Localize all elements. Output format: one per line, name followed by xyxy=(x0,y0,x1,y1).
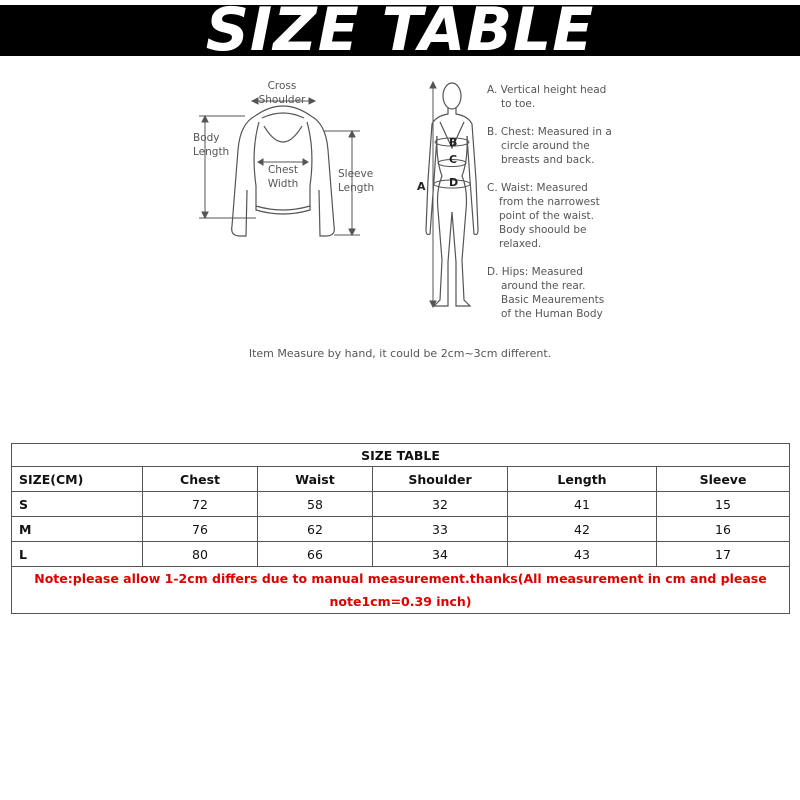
size-cell: L xyxy=(12,542,143,567)
header-chest: Chest xyxy=(143,467,258,492)
header-shoulder: Shoulder xyxy=(373,467,508,492)
body-letter-a: A xyxy=(417,180,426,193)
header-waist: Waist xyxy=(258,467,373,492)
sleeve-cell: 16 xyxy=(657,517,790,542)
size-table xyxy=(11,443,790,614)
length-cell: 41 xyxy=(508,492,657,517)
chest-cell: 80 xyxy=(143,542,258,567)
waist-cell: 66 xyxy=(258,542,373,567)
chest-width-label: Chest Width xyxy=(267,164,299,190)
body-letter-b: B xyxy=(449,136,458,149)
note-b: B. Chest: Measured in a circle around the breasts and back. xyxy=(487,126,612,166)
header-sleeve: Sleeve xyxy=(657,467,790,492)
chest-cell: 72 xyxy=(143,492,258,517)
table-row xyxy=(12,492,790,517)
shoulder-cell: 34 xyxy=(373,542,508,567)
note-d: D. Hips: Measured around the rear. Basic Meaurements of the Human Body xyxy=(487,266,605,320)
size-cell: S xyxy=(12,492,143,517)
length-cell: 42 xyxy=(508,517,657,542)
table-row xyxy=(12,517,790,542)
table-title: SIZE TABLE xyxy=(12,444,790,467)
header-size: SIZE(CM) xyxy=(12,467,143,492)
length-cell: 43 xyxy=(508,542,657,567)
note-c: C. Waist: Measured from the narrowest point of the waist. Body shoould be relaxed. xyxy=(487,182,600,250)
body-letter-c: C xyxy=(449,153,458,166)
measurement-diagram xyxy=(0,0,800,340)
body-figure xyxy=(426,83,478,306)
table-header-row xyxy=(12,467,790,492)
waist-cell: 62 xyxy=(258,517,373,542)
waist-cell: 58 xyxy=(258,492,373,517)
shoulder-cell: 32 xyxy=(373,492,508,517)
banner-title: SIZE TABLE xyxy=(205,0,595,65)
sleeve-cell: 15 xyxy=(657,492,790,517)
cross-shoulder-label: Cross Shoulder xyxy=(258,80,306,106)
chest-cell: 76 xyxy=(143,517,258,542)
table-note-row xyxy=(12,567,790,614)
sleeve-cell: 17 xyxy=(657,542,790,567)
measure-caption: Item Measure by hand, it could be 2cm~3cm different. xyxy=(248,347,552,360)
note-a: A. Vertical height head to toe. xyxy=(487,84,607,110)
sleeve-length-label: Sleeve Length xyxy=(338,168,375,194)
header-length: Length xyxy=(508,467,657,492)
table-row xyxy=(12,542,790,567)
table-note: Note:please allow 1-2cm differs due to manual measurement.thanks(All measurement in cm and please note1cm=0.39 inch) xyxy=(12,567,790,614)
body-length-label: Body Length xyxy=(193,132,230,158)
size-cell: M xyxy=(12,517,143,542)
body-letter-d: D xyxy=(449,176,459,189)
shoulder-cell: 33 xyxy=(373,517,508,542)
body-measure-lines xyxy=(430,82,436,307)
